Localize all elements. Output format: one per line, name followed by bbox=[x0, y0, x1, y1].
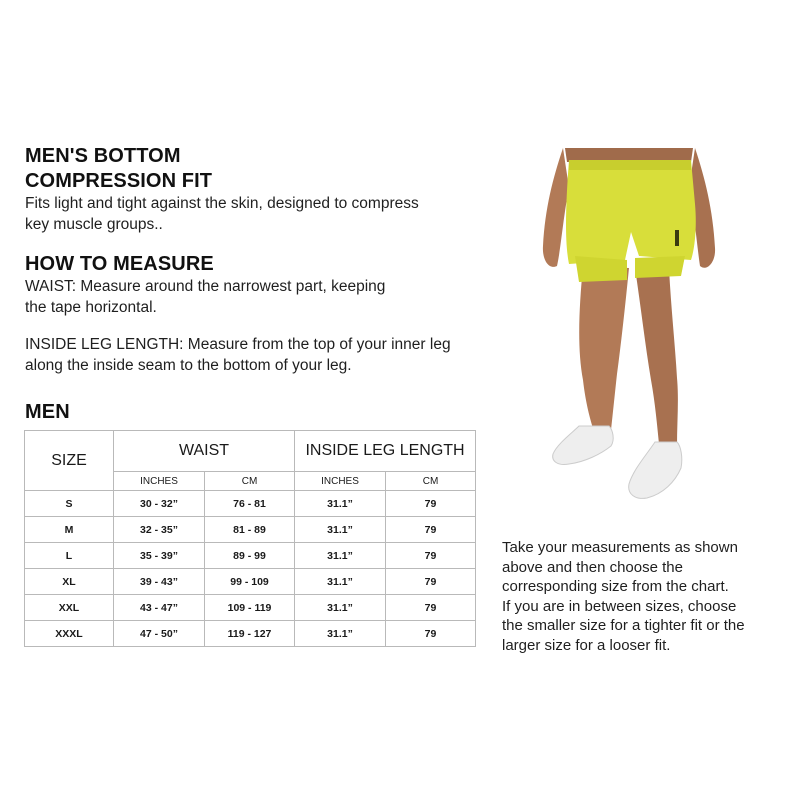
model-shorts bbox=[566, 160, 696, 282]
waist-cm-cell: 76 - 81 bbox=[205, 491, 295, 517]
waist-instructions-line2: the tape horizontal. bbox=[25, 299, 157, 316]
leg-inches-cell: 31.1” bbox=[295, 543, 386, 569]
size-cell: L bbox=[25, 543, 114, 569]
fit-title bbox=[25, 144, 212, 194]
model-legs bbox=[579, 266, 678, 446]
waist-inches-cell: 39 - 43” bbox=[114, 569, 205, 595]
waist-inches-subheader: INCHES bbox=[114, 472, 205, 491]
waist-instructions-line1: WAIST: Measure around the narrowest part, keeping bbox=[25, 278, 386, 295]
waist-inches-cell: 32 - 35” bbox=[114, 517, 205, 543]
leg-inches-cell: 31.1” bbox=[295, 491, 386, 517]
leg-inches-cell: 31.1” bbox=[295, 517, 386, 543]
waist-header: WAIST bbox=[114, 431, 295, 472]
waist-inches-cell: 35 - 39” bbox=[114, 543, 205, 569]
size-cell: XL bbox=[25, 569, 114, 595]
leg-cm-cell: 79 bbox=[386, 517, 476, 543]
model-torso bbox=[565, 148, 693, 162]
fit-description bbox=[25, 193, 419, 235]
advice-line: Take your measurements as shown bbox=[502, 539, 738, 556]
leg-cm-subheader: CM bbox=[386, 472, 476, 491]
waist-cm-cell: 99 - 109 bbox=[205, 569, 295, 595]
advice-line: above and then choose the bbox=[502, 558, 683, 576]
fit-description-line1: Fits light and tight against the skin, designed to compress bbox=[25, 195, 419, 212]
waist-cm-cell: 81 - 89 bbox=[205, 517, 295, 543]
table-row bbox=[25, 517, 476, 543]
waist-inches-cell: 47 - 50” bbox=[114, 621, 205, 647]
leg-cm-cell: 79 bbox=[386, 543, 476, 569]
advice-line: the smaller size for a tighter fit or the bbox=[502, 617, 745, 634]
leg-cm-cell: 79 bbox=[386, 569, 476, 595]
how-to-measure-title: HOW TO MEASURE bbox=[25, 253, 214, 275]
size-cell: M bbox=[25, 517, 114, 543]
leg-inches-cell: 31.1” bbox=[295, 621, 386, 647]
table-row bbox=[25, 543, 476, 569]
leg-cm-cell: 79 bbox=[386, 491, 476, 517]
leg-inches-subheader: INCHES bbox=[295, 472, 386, 491]
table-row bbox=[25, 595, 476, 621]
table-row bbox=[25, 491, 476, 517]
inside-leg-instructions-line2: along the inside seam to the bottom of your leg. bbox=[25, 357, 352, 374]
size-cell: S bbox=[25, 491, 114, 517]
fit-title-line1: MEN'S BOTTOM bbox=[25, 145, 181, 167]
waist-cm-subheader: CM bbox=[205, 472, 295, 491]
fit-description-line2: key muscle groups.. bbox=[25, 216, 163, 233]
table-header-row bbox=[25, 431, 476, 472]
model-photo bbox=[535, 148, 725, 513]
waist-inches-cell: 43 - 47” bbox=[114, 595, 205, 621]
inside-leg-header: INSIDE LEG LENGTH bbox=[295, 431, 476, 472]
table-row bbox=[25, 569, 476, 595]
advice-line: larger size for a looser fit. bbox=[502, 636, 671, 654]
inside-leg-instructions-line1: INSIDE LEG LENGTH: Measure from the top of your inner leg bbox=[25, 336, 451, 353]
men-table-title: MEN bbox=[25, 401, 70, 423]
waist-cm-cell: 119 - 127 bbox=[205, 621, 295, 647]
size-chart-table bbox=[24, 430, 476, 647]
size-cell: XXL bbox=[25, 595, 114, 621]
waist-cm-cell: 109 - 119 bbox=[205, 595, 295, 621]
waist-inches-cell: 30 - 32” bbox=[114, 491, 205, 517]
inside-leg-instructions bbox=[25, 334, 451, 376]
fit-title-line2: COMPRESSION FIT bbox=[25, 170, 213, 192]
size-header: SIZE bbox=[25, 431, 114, 491]
leg-inches-cell: 31.1” bbox=[295, 595, 386, 621]
table-row bbox=[25, 621, 476, 647]
advice-line: If you are in between sizes, choose bbox=[502, 597, 737, 615]
leg-cm-cell: 79 bbox=[386, 595, 476, 621]
leg-inches-cell: 31.1” bbox=[295, 569, 386, 595]
size-cell: XXXL bbox=[25, 621, 114, 647]
advice-line: corresponding size from the chart. bbox=[502, 578, 729, 595]
waist-cm-cell: 89 - 99 bbox=[205, 543, 295, 569]
waist-instructions bbox=[25, 276, 385, 318]
leg-cm-cell: 79 bbox=[386, 621, 476, 647]
advice-text bbox=[502, 538, 745, 655]
